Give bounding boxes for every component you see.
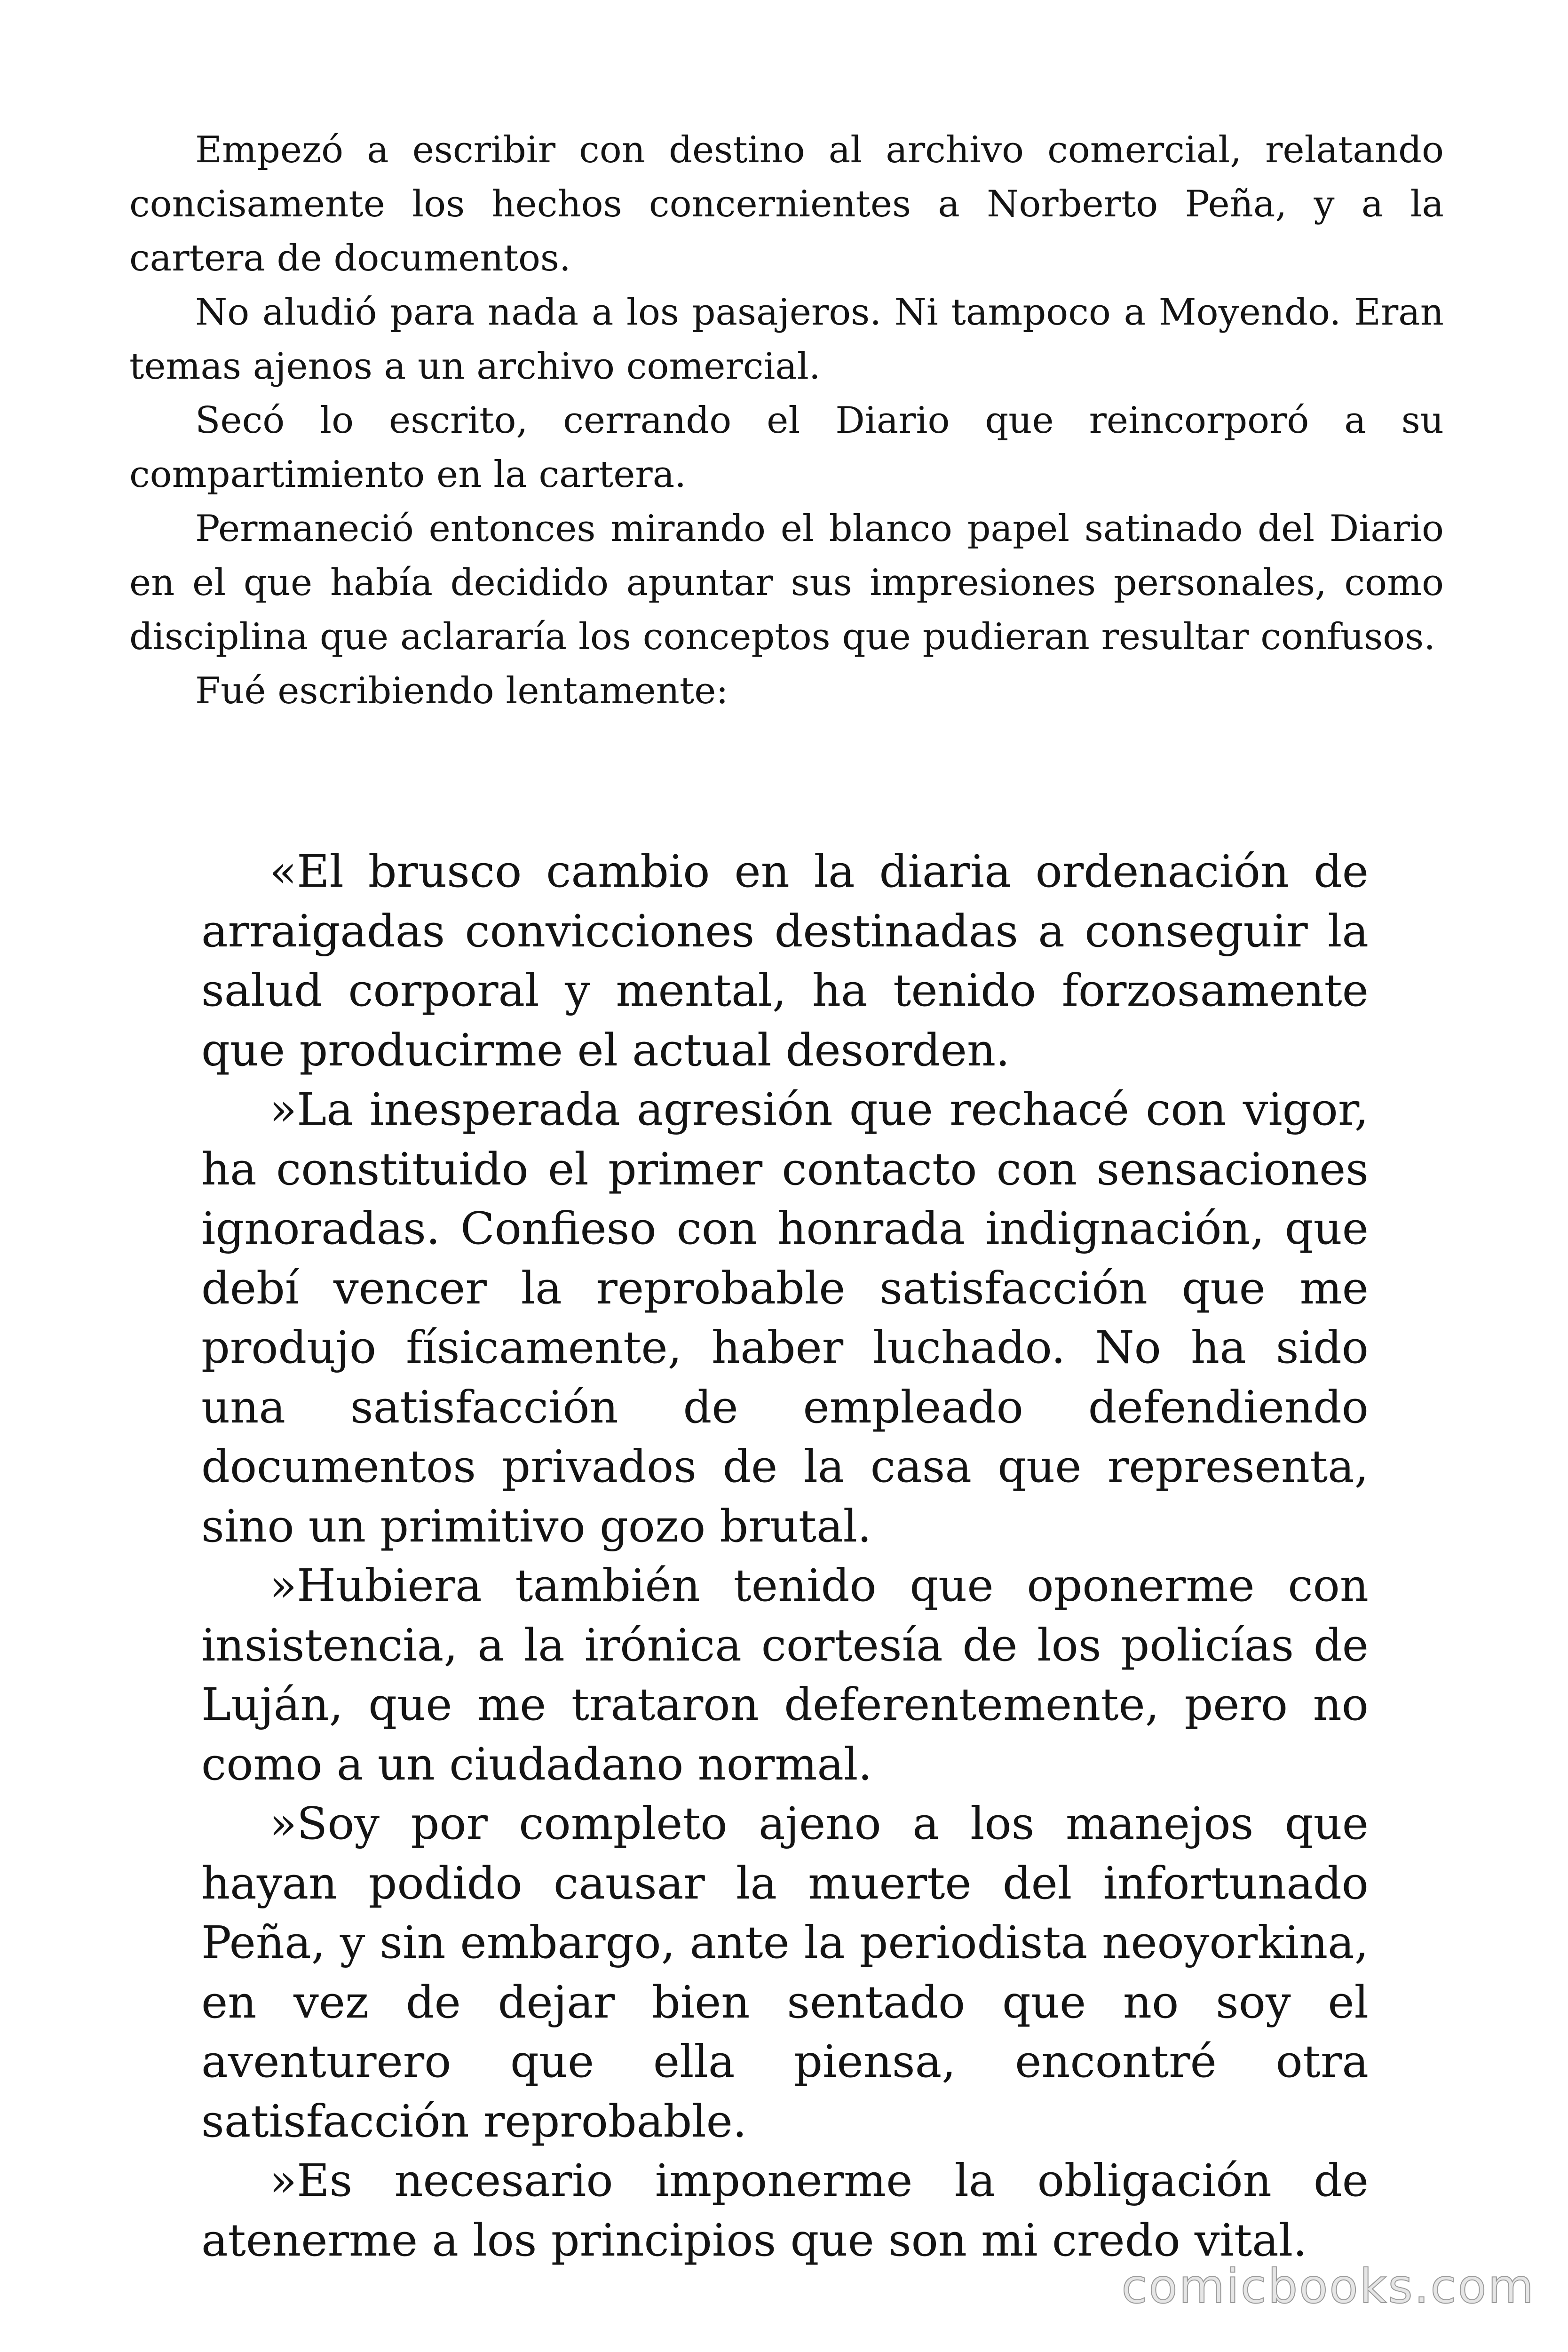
diary-paragraph: «El brusco cambio en la diaria ordenación de arraigadas convicciones destinadas a conseguir la salud corporal y mental, ha tenido forzosamente que producirme el actual desorden.: [201, 846, 1369, 1076]
diary-quote: [201, 842, 1369, 2270]
narrative-paragraph: No aludió para nada a los pasajeros. Ni tampoco a Moyendo. Eran temas ajenos a un archivo comercial.: [129, 291, 1444, 388]
watermark: comicbooks.com: [1121, 2259, 1535, 2314]
narrative-paragraph: Empezó a escribir con destino al archivo comercial, relatando concisamente los hechos concernientes a Norberto Peña, y a la cartera de documentos.: [129, 129, 1444, 279]
diary-paragraph: »La inesperada agresión que rechacé con vigor, ha constituido el primer contacto con sensaciones ignoradas. Confieso con honrada indignación, que debí vencer la reprobable satisfacción que me produjo físicamente, haber luchado. No ha sido una satisfacción de empleado defendiendo documentos privados de la casa que representa, sino un primitivo gozo brutal.: [201, 1084, 1369, 1552]
narrative-paragraph: Fué escribiendo lentamente:: [195, 670, 729, 712]
diary-paragraph: »Es necesario imponerme la obligación de atenerme a los principios que son mi credo vital.: [201, 2155, 1369, 2266]
diary-paragraph: »Soy por completo ajeno a los manejos que hayan podido causar la muerte del infortunado Peña, y sin embargo, ante la periodista neoyorkina, en vez de dejar bien sentado que no soy el aventurero que ella piensa, encontré otra satisfacción reprobable.: [201, 1798, 1369, 2147]
narrative-text: [129, 123, 1444, 718]
narrative-paragraph: Secó lo escrito, cerrando el Diario que reincorporó a su compartimiento en la cartera.: [129, 399, 1444, 496]
diary-paragraph: »Hubiera también tenido que oponerme con insistencia, a la irónica cortesía de los policías de Luján, que me trataron deferentemente, pero no como a un ciudadano normal.: [201, 1560, 1369, 1790]
narrative-paragraph: Permaneció entonces mirando el blanco papel satinado del Diario en el que había decidido apuntar sus impresiones personales, como disciplina que aclararía los conceptos que pudieran resultar confusos.: [129, 508, 1444, 658]
